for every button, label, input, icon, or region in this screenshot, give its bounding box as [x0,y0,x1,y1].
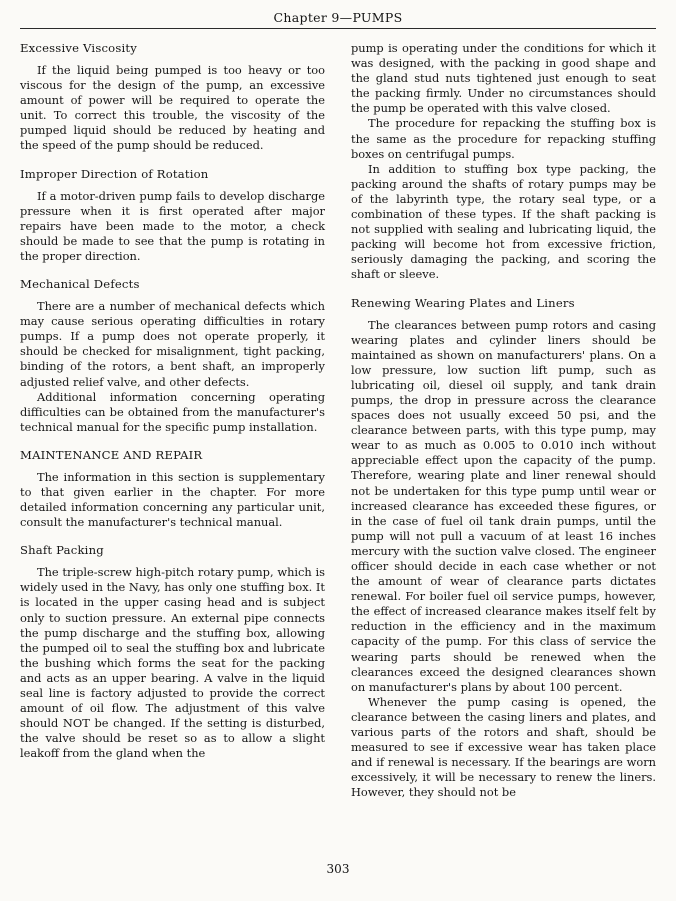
section-heading-maintenance-and-repair: MAINTENANCE AND REPAIR [20,447,203,462]
paragraph: The triple-screw high-pitch rotary pump, which is widely used in the Navy, has only one stuffing box. It is located in the upper casing head and is subject only to suction pressure. An external pipe connects the pump discharge and the stuffing box, allowing the pumped oil to seal the stuffing box and lubricate the bushing which forms the seat for the packing and acts as an upper bearing. A valve in the liquid seal line is factory adjusted to provide the correct amount of oil flow. The adjustment of this valve should NOT be changed. If the setting is disturbed, the valve should be reset so as to allow a slight leakoff from the gland when the [20,565,325,761]
section-heading-excessive-viscosity: Excessive Viscosity [20,41,138,55]
paragraph: In addition to stuffing box type packing, the packing around the shafts of rotary pumps may be of the labyrinth type, the rotary seal type, or a combination of these types. If the shaft packing is not supplied with sealing and lubricating liquid, the packing will become hot from excessive friction, seriously damaging the packing, and scoring the shaft or sleeve. [351,161,656,282]
running-head: Chapter 9—PUMPS [273,10,403,25]
paragraph: The information in this section is supplementary to that given earlier in the chapter. For more detailed information concerning any particular unit, consult the manufacturer's technical manual. [20,469,325,530]
paragraph: Whenever the pump casing is opened, the clearance between the casing liners and plates, and various parts of the rotors and shaft, should be measured to see if excessive wear has taken place and if renewal is necessary. If the bearings are worn excessively, it will be necessary to renew the liners. However, they should not be [351,694,656,800]
section-heading-mechanical-defects: Mechanical Defects [20,277,140,292]
paragraph-continued: pump is operating under the conditions for which it was designed, with the packing in good shape and the gland stud nuts tightened just enough to seat the packing firmly. Under no circumstances should the pump be operated with this valve closed. [351,41,656,116]
section-heading-shaft-packing: Shaft Packing [20,543,104,558]
section-heading-improper-direction-of-rotation: Improper Direction of Rotation [20,166,209,181]
page-number: 303 [326,862,350,876]
right-column [351,41,656,861]
paragraph: Additional information concerning operating difficulties can be obtained from the manufacturer's technical manual for the specific pump installation. [20,389,325,434]
header-rule [20,28,656,29]
section-heading-renewing-wearing-plates-and-liners: Renewing Wearing Plates and Liners [351,295,575,310]
paragraph: There are a number of mechanical defects which may cause serious operating difficulties in rotary pumps. If a pump does not operate properly, it should be checked for misalignment, tight packing, binding of the rotors, a bent shaft, an improperly adjusted relief valve, and other defects. [20,299,325,389]
paragraph: If a motor-driven pump fails to develop discharge pressure when it is first operated after major repairs have been made to the motor, a check should be made to see that the pump is rotating in the proper direction. [20,188,325,263]
left-column [20,41,325,861]
paragraph: The clearances between pump rotors and casing wearing plates and cylinder liners should be maintained as shown on manufacturers' plans. On a low pressure, low suction lift pump, such as lubricating oil, diesel oil supply, and tank drain pumps, the drop in pressure across the clearance spaces does not usually exceed 50 psi, and the clearance between parts, with this type pump, may wear to as much as 0.005 to 0.010 inch without appreciable effect upon the capacity of the pump. Therefore, wearing plate and liner renewal should not be undertaken for this type pump until wear or increased clearance has exceeded these figures, or in the case of fuel oil tank drain pumps, until the pump will not pull a vacuum of at least 16 inches mercury with the suction valve closed. The engineer officer should decide in each case whether or not the amount of wear of clearance parts dictates renewal. For boiler fuel oil service pumps, however, the effect of increased clearance makes itself felt by reduction in the efficiency and in the maximum capacity of the pump. For this class of service the wearing parts should be renewed when the clearances exceed the designed clearances shown on manufacturer's plans by about 100 percent. [351,317,656,694]
paragraph: The procedure for repacking the stuffing box is the same as the procedure for repacking stuffing boxes on centrifugal pumps. [351,116,656,161]
two-column-body [20,41,656,861]
page-content [20,10,656,891]
paragraph: If the liquid being pumped is too heavy or too viscous for the design of the pump, an excessive amount of power will be required to operate the unit. To correct this trouble, the viscosity of the pumped liquid should be reduced by heating and the speed of the pump should be reduced. [20,63,325,153]
